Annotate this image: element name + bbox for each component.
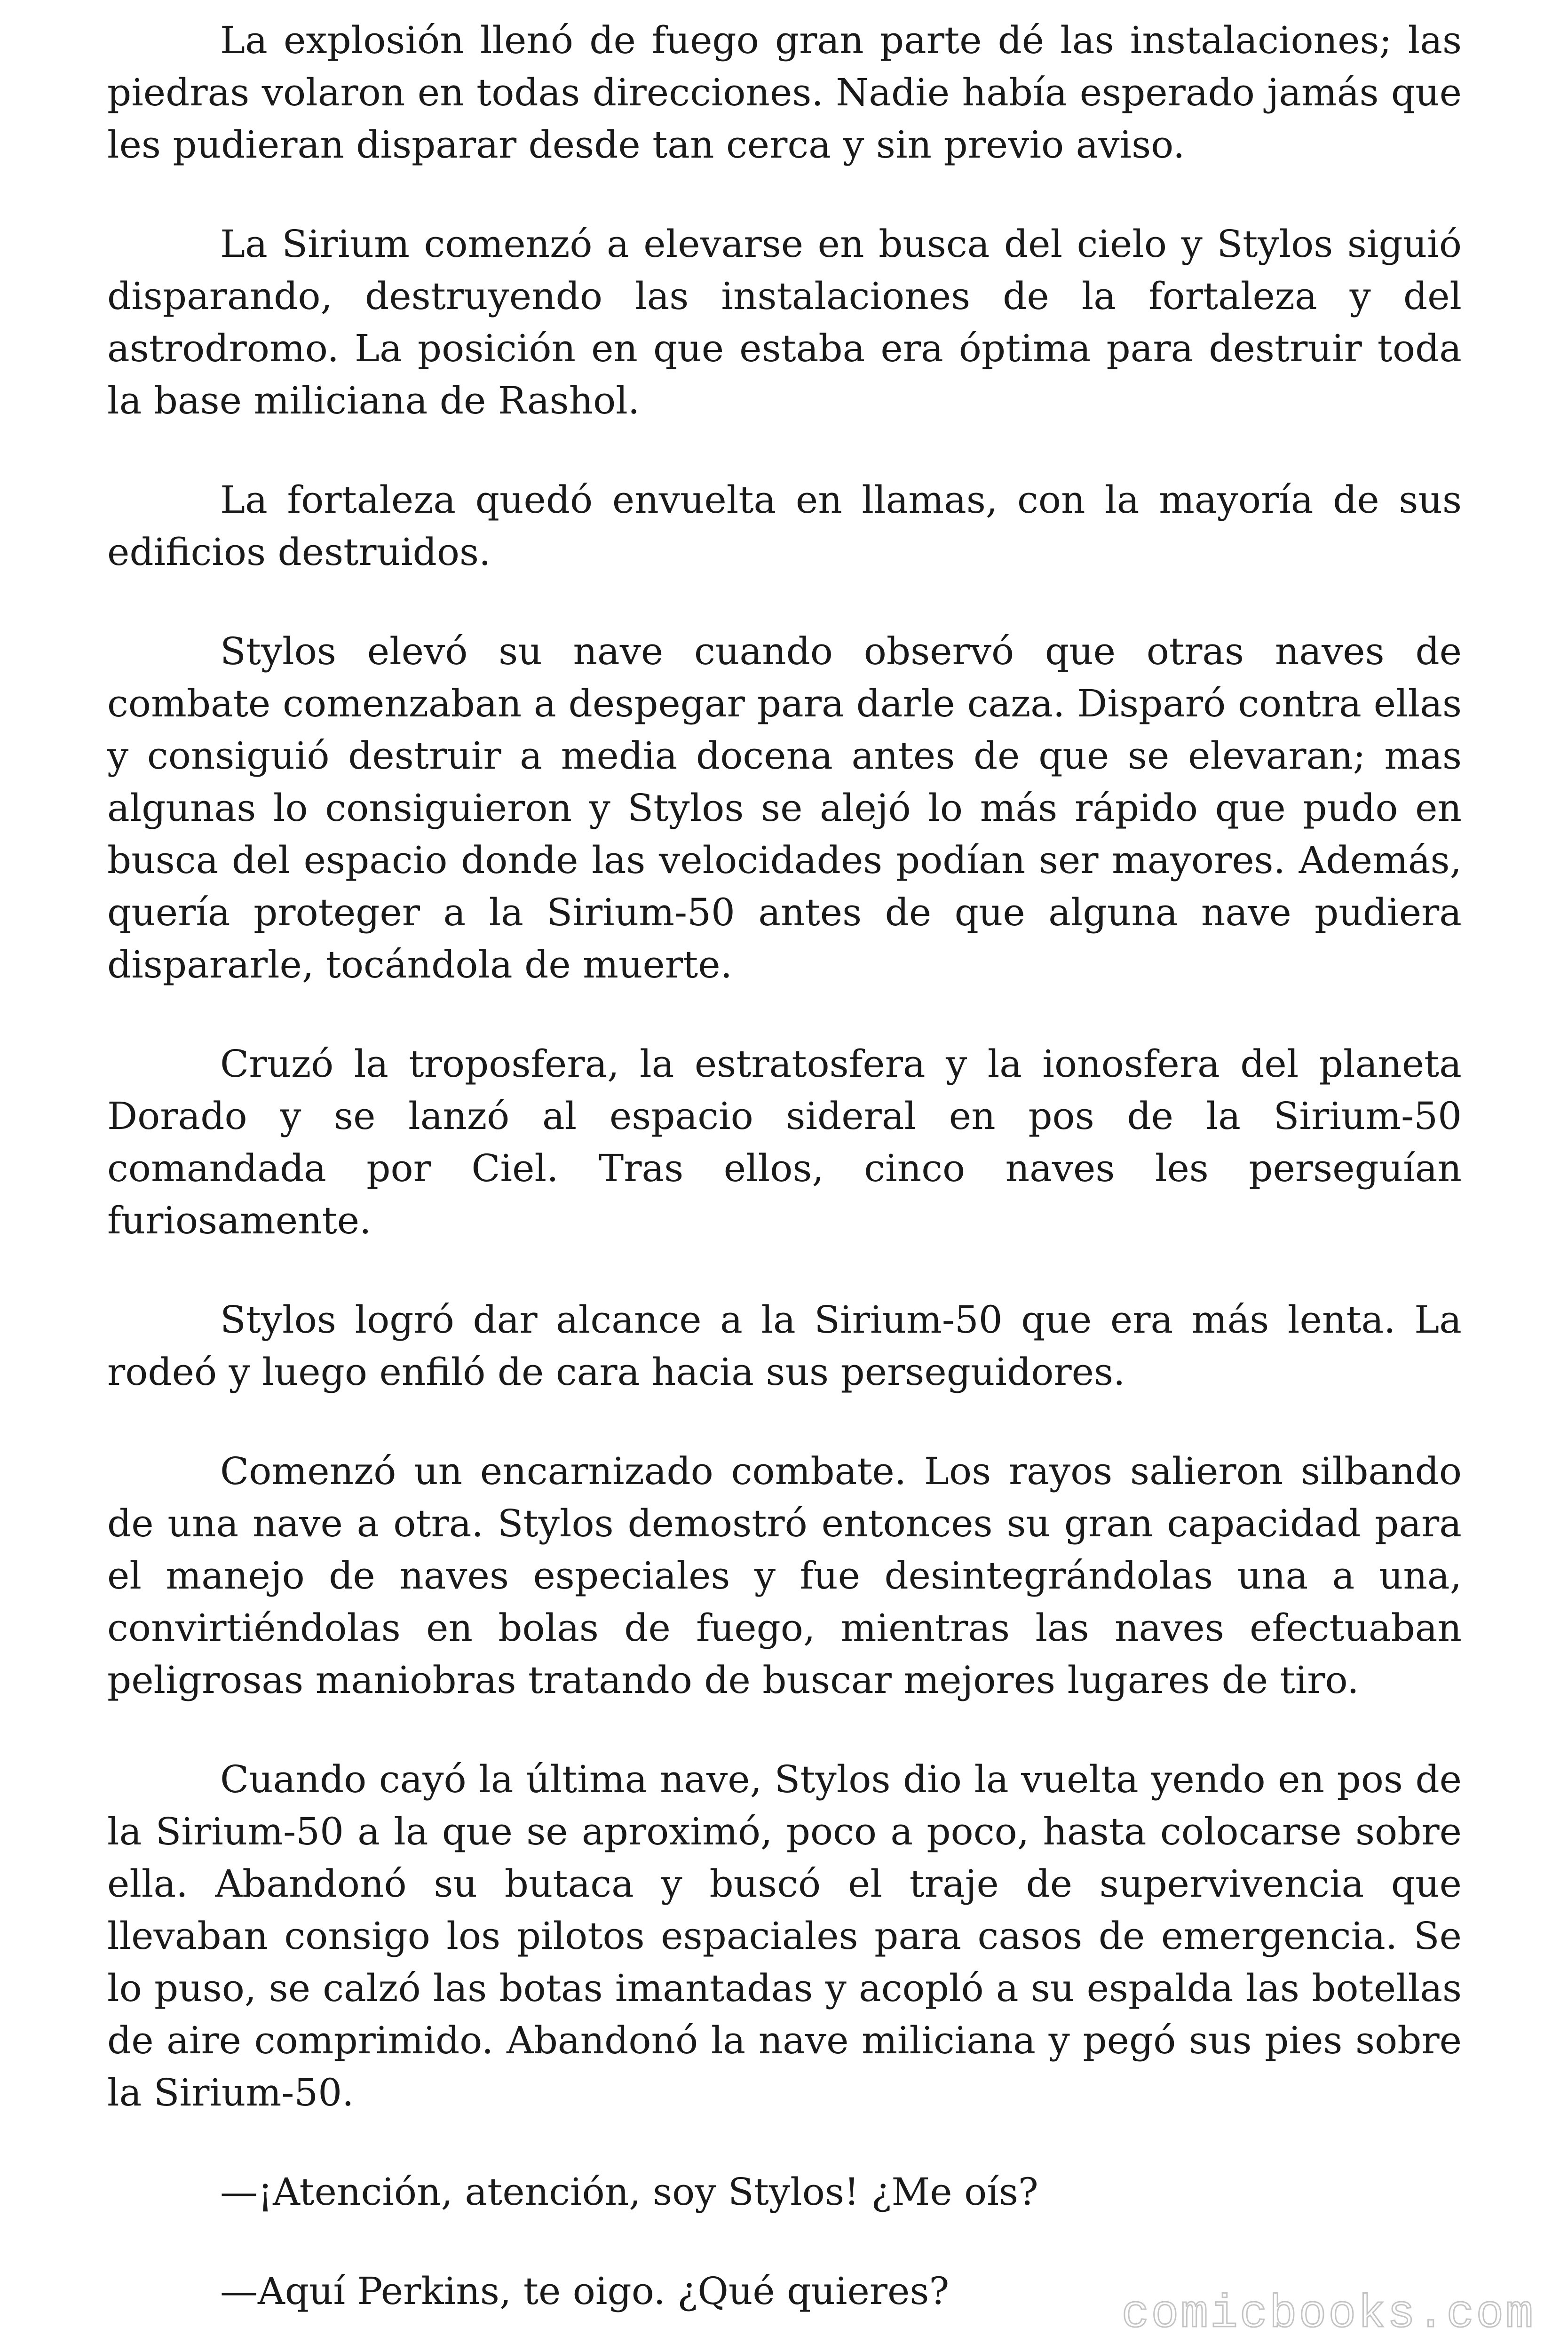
- dialogue-line: —¡Atención, atención, soy Stylos! ¿Me oís?: [220, 2170, 1038, 2214]
- paragraph: Comenzó un encarnizado combate. Los rayos salieron silbando de una nave a otra. Stylos demostró entonces su gran capacidad para el manejo de naves especiales y fue desintegrándolas una a una, convirtiéndolas en bolas de fuego, mientras las naves efectuaban peligrosas maniobras tratando de buscar mejores lugares de tiro.: [107, 1449, 1462, 1702]
- dialogue-line: —Aquí Perkins, te oigo. ¿Qué quieres?: [220, 2269, 950, 2313]
- paragraph: La explosión llenó de fuego gran parte dé las instalaciones; las piedras volaron en todas direcciones. Nadie había esperado jamás que les pudieran disparar desde tan cerca y sin previo aviso.: [107, 18, 1462, 167]
- paragraph: La Sirium comenzó a elevarse en busca del cielo y Stylos siguió disparando, destruyendo las instalaciones de la fortaleza y del astrodromo. La posición en que estaba era óptima para destruir toda la base miliciana de Rashol.: [107, 222, 1462, 422]
- page-text: [107, 14, 1462, 2317]
- watermark: comicbooks.com: [1121, 2288, 1535, 2341]
- paragraph: La fortaleza quedó envuelta en llamas, con la mayoría de sus edificios destruidos.: [107, 478, 1462, 574]
- paragraph: Cuando cayó la última nave, Stylos dio la vuelta yendo en pos de la Sirium-50 a la que se aproximó, poco a poco, hasta colocarse sobre ella. Abandonó su butaca y buscó el traje de supervivencia que llevaban consigo los pilotos espaciales para casos de emergencia. Se lo puso, se calzó las botas imantadas y acopló a su espalda las botellas de aire comprimido. Abandonó la nave miliciana y pegó sus pies sobre la Sirium-50.: [107, 1757, 1462, 2114]
- paragraph: Cruzó la troposfera, la estratosfera y la ionosfera del planeta Dorado y se lanzó al espacio sideral en pos de la Sirium-50 comandada por Ciel. Tras ellos, cinco naves les perseguían furiosamente.: [107, 1042, 1462, 1242]
- paragraph: Stylos logró dar alcance a la Sirium-50 que era más lenta. La rodeó y luego enfiló de cara hacia sus perseguidores.: [107, 1298, 1462, 1394]
- paragraph: Stylos elevó su nave cuando observó que otras naves de combate comenzaban a despegar para darle caza. Disparó contra ellas y consiguió destruir a media docena antes de que se elevaran; mas algunas lo consiguieron y Stylos se alejó lo más rápido que pudo en busca del espacio donde las velocidades podían ser mayores. Además, quería proteger a la Sirium-50 antes de que alguna nave pudiera dispararle, tocándola de muerte.: [107, 629, 1462, 986]
